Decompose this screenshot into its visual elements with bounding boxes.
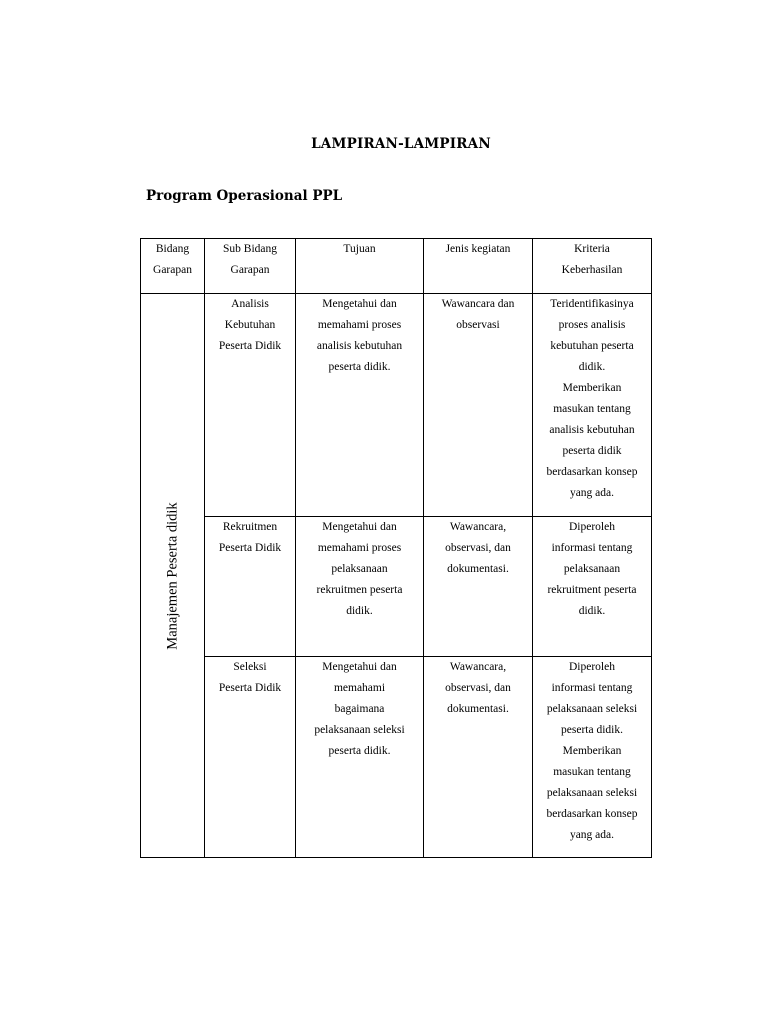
- sub-bidang-cell: Analisis Kebutuhan Peserta Didik: [205, 294, 296, 517]
- header-jenis-kegiatan: Jenis kegiatan: [424, 239, 533, 294]
- tujuan-cell: Mengetahui dan memahami proses pelaksanaan rekruitmen peserta didik.: [296, 517, 424, 657]
- jenis-kegiatan-cell: Wawancara, observasi, dan dokumentasi.: [424, 517, 533, 657]
- sub-bidang-cell: Rekruitmen Peserta Didik: [205, 517, 296, 657]
- header-sub-bidang-garapan: Sub Bidang Garapan: [205, 239, 296, 294]
- table-header-row: [141, 239, 652, 294]
- jenis-kegiatan-cell: Wawancara dan observasi: [424, 294, 533, 517]
- kriteria-cell: Teridentifikasinya proses analisis kebutuhan peserta didik. Memberikan masukan tentang analisis kebutuhan peserta didik berdasarkan konsep yang ada.: [533, 294, 652, 517]
- sub-bidang-cell: Seleksi Peserta Didik: [205, 657, 296, 858]
- jenis-kegiatan-cell: Wawancara, observasi, dan dokumentasi.: [424, 657, 533, 858]
- kriteria-cell: Diperoleh informasi tentang pelaksanaan rekruitment peserta didik.: [533, 517, 652, 657]
- bidang-garapan-cell: [141, 294, 205, 858]
- document-subtitle: Program Operasional PPL: [146, 188, 343, 204]
- header-tujuan: Tujuan: [296, 239, 424, 294]
- table-row: [141, 517, 652, 657]
- header-kriteria-keberhasilan: Kriteria Keberhasilan: [533, 239, 652, 294]
- bidang-garapan-label: Manajemen Peserta didik: [164, 501, 180, 650]
- header-bidang-garapan: Bidang Garapan: [141, 239, 205, 294]
- tujuan-cell: Mengetahui dan memahami bagaimana pelaksanaan seleksi peserta didik.: [296, 657, 424, 858]
- tujuan-cell: Mengetahui dan memahami proses analisis kebutuhan peserta didik.: [296, 294, 424, 517]
- kriteria-cell: Diperoleh informasi tentang pelaksanaan seleksi peserta didik. Memberikan masukan tentang pelaksanaan seleksi berdasarkan konsep yang ada.: [533, 657, 652, 858]
- program-table: [140, 238, 652, 858]
- table-row: [141, 294, 652, 517]
- table-row: [141, 657, 652, 858]
- document-title: LAMPIRAN-LAMPIRAN: [311, 136, 491, 152]
